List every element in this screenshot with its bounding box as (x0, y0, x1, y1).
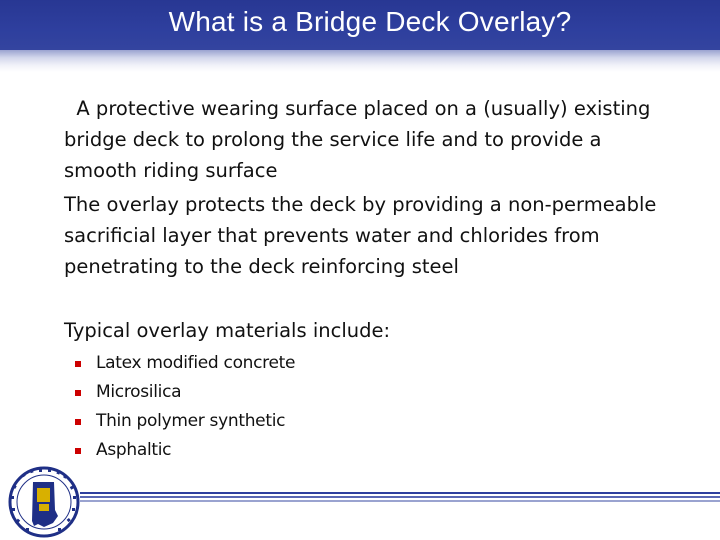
slide-title: What is a Bridge Deck Overlay? (168, 6, 572, 37)
list-item (72, 349, 295, 378)
list-item (72, 436, 295, 465)
indot-seal-icon (8, 466, 80, 538)
footer-rule (80, 496, 720, 498)
paragraph-materials-intro: Typical overlay materials include: (64, 319, 391, 342)
list-item-label: Thin polymer synthetic (96, 411, 286, 431)
list-item-label: Microsilica (96, 382, 182, 402)
materials-list (72, 349, 295, 465)
bullet-square-icon (75, 448, 81, 454)
bullet-square-icon (75, 419, 81, 425)
footer-rule (80, 500, 720, 502)
paragraph-protection: The overlay protects the deck by providing a non-permeable sacrificial layer that prevents water and chlorides from penetrating to the deck reinforcing steel (64, 193, 657, 278)
list-item-label: Asphaltic (96, 440, 172, 460)
list-item (72, 378, 295, 407)
footer-rule (80, 492, 720, 494)
bullet-square-icon (75, 390, 81, 396)
list-item (72, 407, 295, 436)
list-item-label: Latex modified concrete (96, 353, 296, 373)
title-bar-fade (0, 50, 720, 72)
bullet-square-icon (75, 361, 81, 367)
paragraph-definition: A protective wearing surface placed on a (usually) existing bridge deck to prolong the service life and to provide a smooth riding surface (64, 97, 651, 182)
